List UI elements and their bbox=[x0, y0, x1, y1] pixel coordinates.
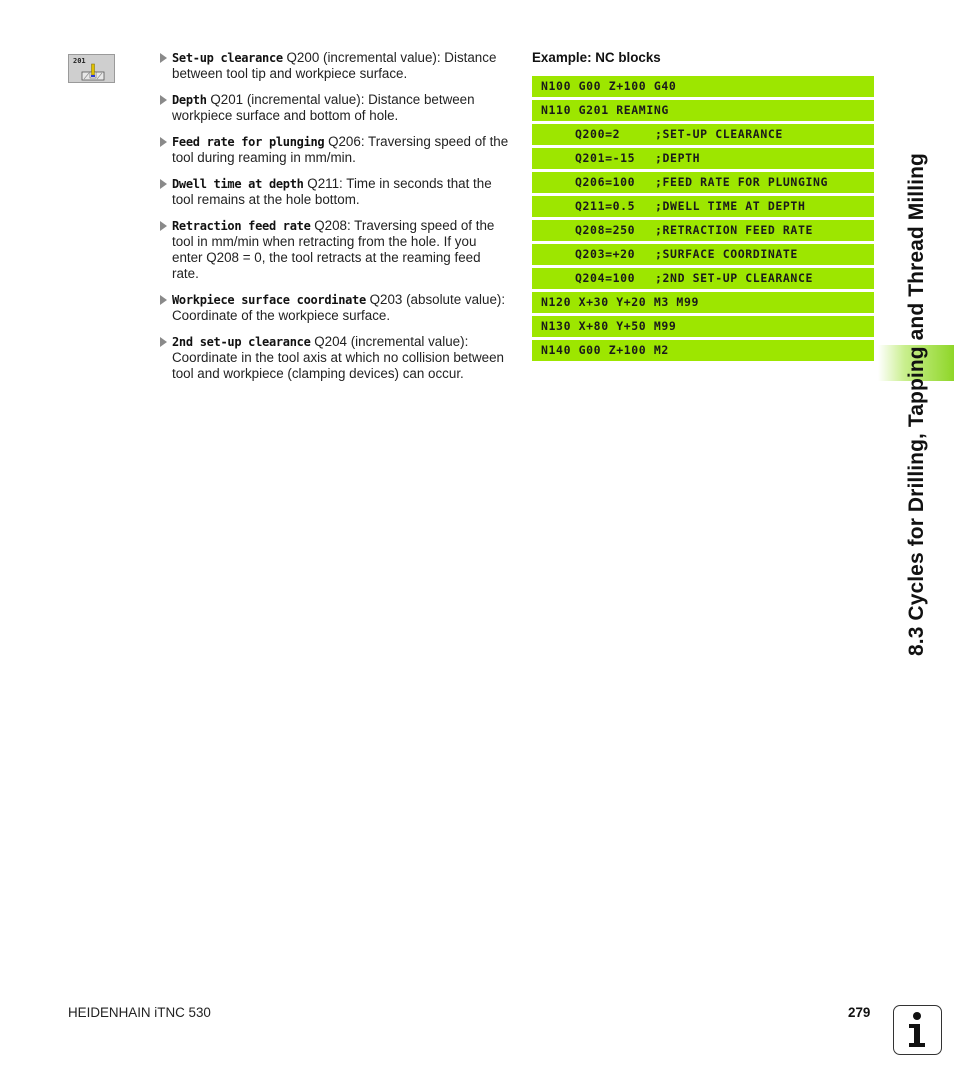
param-retraction-feed-rate bbox=[158, 218, 510, 282]
param-keyword: 2nd set-up clearance bbox=[172, 335, 311, 349]
nc-comment: ;RETRACTION FEED RATE bbox=[655, 223, 813, 237]
softkey-number: 201 bbox=[73, 57, 86, 65]
param-description: Q204 (incremental value): Coordinate in the tool axis at which no collision between tool and workpiece (clamping devices) can occur. bbox=[172, 334, 504, 381]
nc-block bbox=[532, 340, 874, 361]
arrow-bullet-icon bbox=[160, 221, 167, 231]
param-keyword: Dwell time at depth bbox=[172, 177, 304, 191]
nc-block bbox=[532, 196, 874, 217]
nc-code: Q201=-15 bbox=[575, 151, 636, 165]
example-heading: Example: NC blocks bbox=[532, 50, 661, 65]
nc-comment: ;DEPTH bbox=[655, 151, 701, 165]
param-2nd-setup-clearance bbox=[158, 334, 510, 382]
param-description: Q203 (absolute value): Coordinate of the workpiece surface. bbox=[172, 292, 506, 323]
param-description: Q211: Time in seconds that the tool remains at the hole bottom. bbox=[172, 176, 492, 207]
nc-code: Q204=100 bbox=[575, 271, 636, 285]
nc-code: Q200=2 bbox=[575, 127, 621, 141]
chapter-side-title: 8.3 Cycles for Drilling, Tapping and Thread Milling bbox=[905, 153, 928, 656]
nc-code: Q206=100 bbox=[575, 175, 636, 189]
nc-block bbox=[532, 292, 874, 313]
cycle-201-softkey bbox=[68, 54, 115, 83]
param-feed-rate-plunging bbox=[158, 134, 510, 166]
param-dwell-time bbox=[158, 176, 510, 208]
nc-comment: ;SURFACE COORDINATE bbox=[655, 247, 798, 261]
param-surface-coordinate bbox=[158, 292, 510, 324]
nc-block bbox=[532, 220, 874, 241]
arrow-bullet-icon bbox=[160, 137, 167, 147]
nc-block bbox=[532, 76, 874, 97]
nc-comment: ;FEED RATE FOR PLUNGING bbox=[655, 175, 829, 189]
param-keyword: Retraction feed rate bbox=[172, 219, 311, 233]
info-icon bbox=[893, 1005, 942, 1055]
nc-block bbox=[532, 100, 874, 121]
nc-code: Q208=250 bbox=[575, 223, 636, 237]
arrow-bullet-icon bbox=[160, 53, 167, 63]
param-depth bbox=[158, 92, 510, 124]
nc-code: N110 G201 REAMING bbox=[541, 103, 669, 117]
nc-block bbox=[532, 316, 874, 337]
parameter-list bbox=[158, 50, 510, 392]
param-keyword: Feed rate for plunging bbox=[172, 135, 325, 149]
nc-code: Q211=0.5 bbox=[575, 199, 636, 213]
arrow-bullet-icon bbox=[160, 95, 167, 105]
arrow-bullet-icon bbox=[160, 337, 167, 347]
nc-comment: ;DWELL TIME AT DEPTH bbox=[655, 199, 806, 213]
nc-block bbox=[532, 124, 874, 145]
arrow-bullet-icon bbox=[160, 295, 167, 305]
param-setup-clearance bbox=[158, 50, 510, 82]
nc-code: N130 X+80 Y+50 M99 bbox=[541, 319, 677, 333]
param-description: Q208: Traversing speed of the tool in mm/min when retracting from the hole. If you enter Q208 = 0, the tool retracts at the reaming feed rate. bbox=[172, 218, 495, 281]
nc-comment: ;2ND SET-UP CLEARANCE bbox=[655, 271, 813, 285]
nc-block bbox=[532, 244, 874, 265]
footer-product: HEIDENHAIN iTNC 530 bbox=[68, 1005, 211, 1020]
param-description: Q201 (incremental value): Distance between workpiece surface and bottom of hole. bbox=[172, 92, 475, 123]
param-description: Q206: Traversing speed of the tool during reaming in mm/min. bbox=[172, 134, 509, 165]
arrow-bullet-icon bbox=[160, 179, 167, 189]
nc-block-listing bbox=[532, 76, 874, 364]
param-keyword: Set-up clearance bbox=[172, 51, 283, 65]
nc-code: Q203=+20 bbox=[575, 247, 636, 261]
nc-block bbox=[532, 268, 874, 289]
nc-comment: ;SET-UP CLEARANCE bbox=[655, 127, 783, 141]
nc-code: N100 G00 Z+100 G40 bbox=[541, 79, 677, 93]
page-number: 279 bbox=[848, 1005, 871, 1020]
reaming-cycle-icon bbox=[81, 63, 105, 81]
param-keyword: Workpiece surface coordinate bbox=[172, 293, 366, 307]
nc-block bbox=[532, 172, 874, 193]
nc-code: N120 X+30 Y+20 M3 M99 bbox=[541, 295, 699, 309]
param-keyword: Depth bbox=[172, 93, 207, 107]
nc-block bbox=[532, 148, 874, 169]
param-description: Q200 (incremental value): Distance between tool tip and workpiece surface. bbox=[172, 50, 497, 81]
nc-code: N140 G00 Z+100 M2 bbox=[541, 343, 669, 357]
